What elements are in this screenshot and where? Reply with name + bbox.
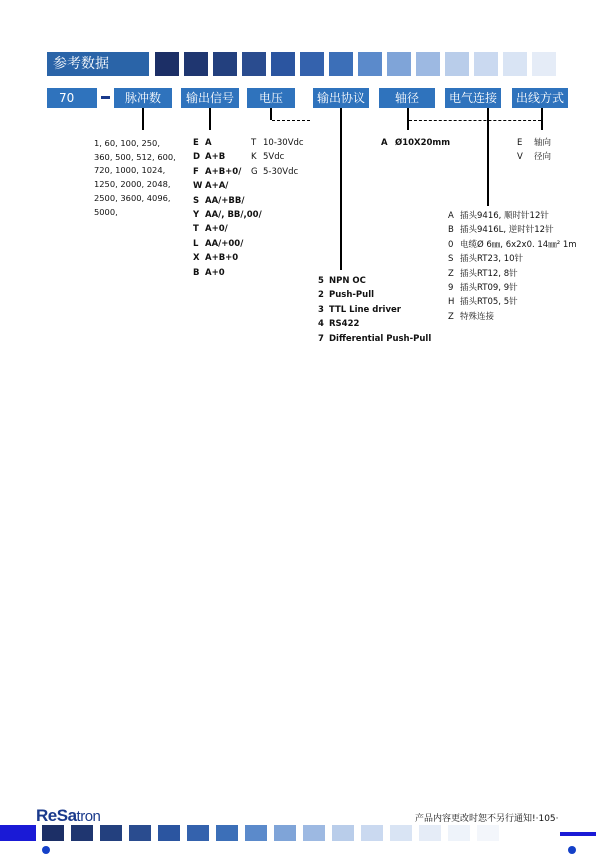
voltage-row bbox=[251, 136, 304, 150]
voltage-list bbox=[251, 136, 304, 179]
protocol-row-code: 4 bbox=[318, 319, 324, 330]
field-shaft: 轴径 bbox=[379, 88, 435, 108]
signal-row-code: F bbox=[193, 166, 199, 177]
outlet-row bbox=[517, 150, 551, 164]
header-square bbox=[184, 52, 208, 76]
connection-row-code: S bbox=[448, 254, 454, 265]
signal-row-code: L bbox=[193, 238, 199, 249]
connection-row-value: 插头RT12, 8针 bbox=[460, 268, 518, 279]
logo-part-a: ReSa bbox=[36, 806, 77, 825]
signal-row-value: AA/, BB/,00/ bbox=[205, 210, 262, 221]
connection-row-code: Z bbox=[448, 268, 454, 279]
signal-row-value: A+B bbox=[205, 152, 226, 163]
footer-square bbox=[71, 825, 93, 841]
connection-row-value: 插头9416L, 逆时针12针 bbox=[460, 225, 554, 236]
footer-square bbox=[129, 825, 151, 841]
footer-square bbox=[100, 825, 122, 841]
page-number: ·105· bbox=[535, 814, 559, 824]
field-protocol: 输出协议 bbox=[313, 88, 369, 108]
signal-row-code: T bbox=[193, 224, 199, 235]
signal-row-value: A+B+0 bbox=[205, 253, 239, 264]
connection-row-value: 插头RT09, 9针 bbox=[460, 283, 518, 294]
signal-row-value: A bbox=[205, 138, 212, 148]
right-dot bbox=[568, 846, 576, 854]
connection-row bbox=[448, 223, 577, 237]
connection-row bbox=[448, 267, 577, 281]
signal-row-code: W bbox=[193, 181, 203, 192]
protocol-row-code: 7 bbox=[318, 333, 324, 344]
resatron-logo bbox=[36, 806, 100, 826]
voltage-connector bbox=[270, 108, 272, 120]
outlet-row-value: 轴向 bbox=[534, 138, 552, 148]
footer-square bbox=[42, 825, 64, 841]
protocol-row-value: NPN OC bbox=[329, 276, 366, 286]
connection-list bbox=[448, 209, 577, 324]
signal-row-code: Y bbox=[193, 210, 200, 221]
header-square bbox=[213, 52, 237, 76]
protocol-row-value: RS422 bbox=[329, 319, 360, 330]
connection-connector bbox=[487, 108, 489, 206]
header-square bbox=[445, 52, 469, 76]
footer-square bbox=[245, 825, 267, 841]
header-square bbox=[387, 52, 411, 76]
outlet-row-value: 径向 bbox=[534, 152, 552, 163]
header-square bbox=[271, 52, 295, 76]
outlet-connector bbox=[541, 108, 543, 130]
footer-square bbox=[303, 825, 325, 841]
connection-row bbox=[448, 209, 577, 223]
connection-row bbox=[448, 295, 577, 309]
field-voltage: 电压 bbox=[247, 88, 295, 108]
protocol-row-value: Differential Push-Pull bbox=[329, 333, 432, 344]
signal-connector bbox=[209, 108, 211, 130]
voltage-row-value: 5-30Vdc bbox=[263, 166, 299, 177]
header-square bbox=[532, 52, 556, 76]
outlet-row-code: V bbox=[517, 152, 523, 163]
connection-row-code: Z bbox=[448, 311, 454, 322]
field-output-signal: 输出信号 bbox=[181, 88, 239, 108]
footer-square bbox=[477, 825, 499, 841]
logo-part-b: tron bbox=[76, 808, 101, 825]
connection-row-code: H bbox=[448, 297, 455, 308]
field-outlet: 出线方式 bbox=[512, 88, 568, 108]
shaft-connector bbox=[407, 108, 409, 130]
footer-right-strip bbox=[560, 832, 596, 836]
footer-square bbox=[158, 825, 180, 841]
footer-square bbox=[332, 825, 354, 841]
signal-row bbox=[193, 251, 262, 265]
signal-row-value: A+B+0/ bbox=[205, 166, 242, 177]
voltage-row-code: T bbox=[251, 138, 257, 148]
footer-square bbox=[216, 825, 238, 841]
protocol-row bbox=[318, 288, 431, 302]
pulse-values: 1, 60, 100, 250, 360, 500, 512, 600, 720, 1000, 1024, 1250, 2000, 2048, 2500, 3600, 4096, 5000, bbox=[94, 138, 176, 217]
connection-row bbox=[448, 238, 577, 252]
signal-row bbox=[193, 208, 262, 222]
voltage-dash bbox=[272, 120, 310, 121]
connection-row-value: 特殊连接 bbox=[460, 311, 495, 322]
shaft-row bbox=[381, 136, 450, 150]
protocol-row bbox=[318, 274, 431, 288]
signal-row-value: A+A/ bbox=[205, 181, 229, 192]
protocol-row-value: TTL Line driver bbox=[329, 304, 401, 315]
connection-row-code: B bbox=[448, 225, 454, 236]
outlet-row bbox=[517, 136, 551, 150]
header-square bbox=[474, 52, 498, 76]
connection-row-code: 0 bbox=[448, 239, 454, 250]
model-code: 70 bbox=[47, 88, 97, 108]
separator-dash bbox=[101, 96, 110, 99]
header-square bbox=[329, 52, 353, 76]
header-square bbox=[300, 52, 324, 76]
outlet-list bbox=[517, 136, 551, 165]
voltage-row bbox=[251, 150, 304, 164]
signal-row-value: A+0 bbox=[205, 267, 225, 278]
connection-row-code: 9 bbox=[448, 283, 454, 294]
header-square bbox=[242, 52, 266, 76]
header-square bbox=[358, 52, 382, 76]
protocol-row-code: 2 bbox=[318, 290, 324, 301]
voltage-row-value: 10-30Vdc bbox=[263, 138, 304, 148]
voltage-row-code: K bbox=[251, 152, 257, 163]
connection-row-value: 插头RT23, 10针 bbox=[460, 254, 524, 265]
protocol-row bbox=[318, 332, 431, 346]
connection-row-code: A bbox=[448, 211, 454, 221]
connection-row bbox=[448, 252, 577, 266]
shaft-dash bbox=[409, 120, 541, 121]
signal-row-value: A+0/ bbox=[205, 224, 228, 235]
field-pulse: 脉冲数 bbox=[114, 88, 172, 108]
shaft-list bbox=[381, 136, 450, 150]
protocol-row-value: Push-Pull bbox=[329, 290, 375, 301]
signal-row-code: B bbox=[193, 267, 200, 278]
signal-row-value: AA/+00/ bbox=[205, 238, 244, 249]
signal-row bbox=[193, 179, 262, 193]
protocol-row-code: 3 bbox=[318, 304, 324, 315]
pulse-connector bbox=[142, 108, 144, 130]
protocol-connector bbox=[340, 108, 342, 270]
footer-square bbox=[361, 825, 383, 841]
section-title: 参考数据 bbox=[47, 52, 149, 76]
signal-row-code: S bbox=[193, 195, 200, 206]
signal-row bbox=[193, 266, 262, 280]
footer-square bbox=[274, 825, 296, 841]
footer-note-text: 产品内容更改时恕不另行通知! bbox=[415, 814, 536, 824]
footer-note bbox=[415, 811, 559, 824]
footer-square bbox=[419, 825, 441, 841]
protocol-row bbox=[318, 303, 431, 317]
footer-square bbox=[187, 825, 209, 841]
connection-row bbox=[448, 310, 577, 324]
footer-left-strip bbox=[0, 825, 36, 841]
header-square bbox=[503, 52, 527, 76]
protocol-row bbox=[318, 317, 431, 331]
shaft-row-code: A bbox=[381, 138, 388, 148]
header-square bbox=[155, 52, 179, 76]
signal-row-code: E bbox=[193, 138, 199, 148]
signal-row-value: AA/+BB/ bbox=[205, 195, 245, 206]
connection-row bbox=[448, 281, 577, 295]
signal-row bbox=[193, 237, 262, 251]
signal-row-code: X bbox=[193, 253, 200, 264]
signal-row bbox=[193, 222, 262, 236]
signal-row bbox=[193, 194, 262, 208]
left-dot bbox=[42, 846, 50, 854]
connection-row-value: 插头9416, 顺时针12针 bbox=[460, 211, 549, 221]
protocol-list bbox=[318, 274, 431, 346]
voltage-row bbox=[251, 165, 304, 179]
shaft-row-value: Ø10X20mm bbox=[395, 138, 451, 148]
signal-row-code: D bbox=[193, 152, 201, 163]
field-connection: 电气连接 bbox=[445, 88, 501, 108]
header-square bbox=[416, 52, 440, 76]
protocol-row-code: 5 bbox=[318, 276, 324, 286]
voltage-row-value: 5Vdc bbox=[263, 152, 285, 163]
connection-row-value: 电缆Ø 6㎜, 6x2x0. 14㎜² 1m bbox=[460, 239, 577, 250]
footer-square bbox=[390, 825, 412, 841]
connection-row-value: 插头RT05, 5针 bbox=[460, 297, 518, 308]
voltage-row-code: G bbox=[251, 166, 258, 177]
outlet-row-code: E bbox=[517, 138, 523, 148]
footer-square bbox=[448, 825, 470, 841]
